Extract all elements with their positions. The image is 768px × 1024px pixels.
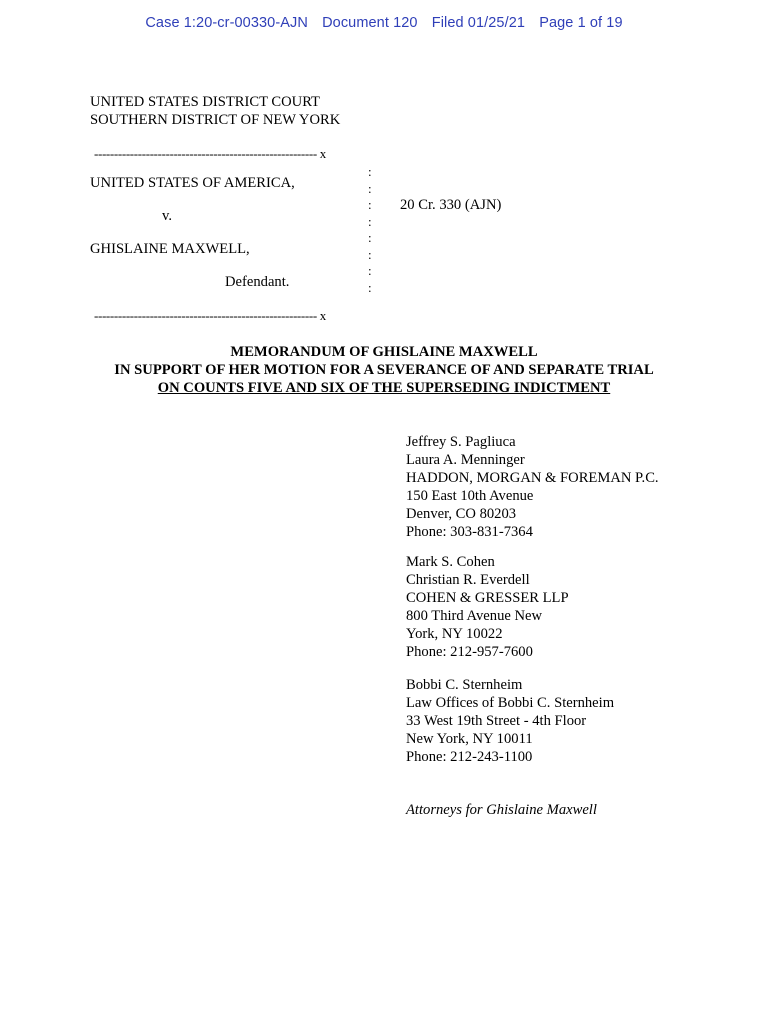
filing-header	[0, 15, 768, 31]
document-title-line-3	[0, 379, 768, 397]
caption-colons	[368, 164, 372, 296]
counsel-block-sternheim	[406, 676, 614, 766]
attorneys-for: Attorneys for Ghislaine Maxwell	[406, 802, 597, 818]
colon: :	[368, 164, 372, 179]
case-number: 20 Cr. 330 (AJN)	[400, 197, 502, 213]
court-line-1: UNITED STATES DISTRICT COURT	[90, 94, 320, 110]
counsel-block-cohen	[406, 553, 569, 661]
document-number: Document 120	[322, 15, 418, 31]
counsel-line: Denver, CO 80203	[406, 506, 517, 522]
colon: :	[368, 197, 372, 212]
counsel-line: COHEN & GRESSER LLP	[406, 590, 569, 606]
colon: :	[368, 263, 372, 278]
counsel-line: Phone: 303-831-7364	[406, 524, 533, 540]
counsel-line: Laura A. Menninger	[406, 452, 525, 468]
counsel-line: 800 Third Avenue New	[406, 608, 543, 624]
counsel-line: Jeffrey S. Pagliuca	[406, 434, 516, 450]
colon: :	[368, 213, 372, 229]
defendant-name: GHISLAINE MAXWELL,	[90, 241, 250, 257]
document-title-line-3-text: ON COUNTS FIVE AND SIX OF THE SUPERSEDING INDICTMENT	[157, 380, 611, 396]
document-title-line-2: IN SUPPORT OF HER MOTION FOR A SEVERANCE OF AND SEPARATE TRIAL	[114, 362, 654, 378]
versus: v.	[162, 208, 172, 224]
counsel-line: 150 East 10th Avenue	[406, 488, 534, 504]
caption-rule-bottom: -------------------------------------------------------- x	[94, 308, 326, 323]
colon: :	[368, 246, 372, 262]
counsel-line: Mark S. Cohen	[406, 554, 495, 570]
counsel-line: Christian R. Everdell	[406, 572, 530, 588]
colon: :	[368, 230, 372, 245]
court-line-2: SOUTHERN DISTRICT OF NEW YORK	[90, 112, 341, 128]
counsel-line: New York, NY 10011	[406, 731, 533, 747]
counsel-line: Bobbi C. Sternheim	[406, 677, 523, 693]
page-indicator: Page 1 of 19	[539, 15, 623, 31]
counsel-line: York, NY 10022	[406, 626, 503, 642]
caption-rule-top: -------------------------------------------------------- x	[94, 146, 326, 161]
court-name	[90, 93, 340, 129]
counsel-line: 33 West 19th Street - 4th Floor	[406, 713, 587, 729]
counsel-line: Phone: 212-957-7600	[406, 644, 533, 660]
plaintiff-name: UNITED STATES OF AMERICA,	[90, 175, 295, 191]
counsel-line: Phone: 212-243-1100	[406, 749, 533, 765]
filed-date: Filed 01/25/21	[431, 15, 526, 31]
document-title-line-1: MEMORANDUM OF GHISLAINE MAXWELL	[230, 344, 538, 360]
colon: :	[368, 180, 372, 196]
colon: :	[368, 279, 372, 295]
defendant-role: Defendant.	[225, 274, 290, 290]
counsel-line: HADDON, MORGAN & FOREMAN P.C.	[406, 470, 659, 486]
counsel-block-haddon	[406, 433, 659, 541]
counsel-line: Law Offices of Bobbi C. Sternheim	[406, 695, 615, 711]
case-number-header: Case 1:20-cr-00330-AJN	[145, 15, 308, 31]
